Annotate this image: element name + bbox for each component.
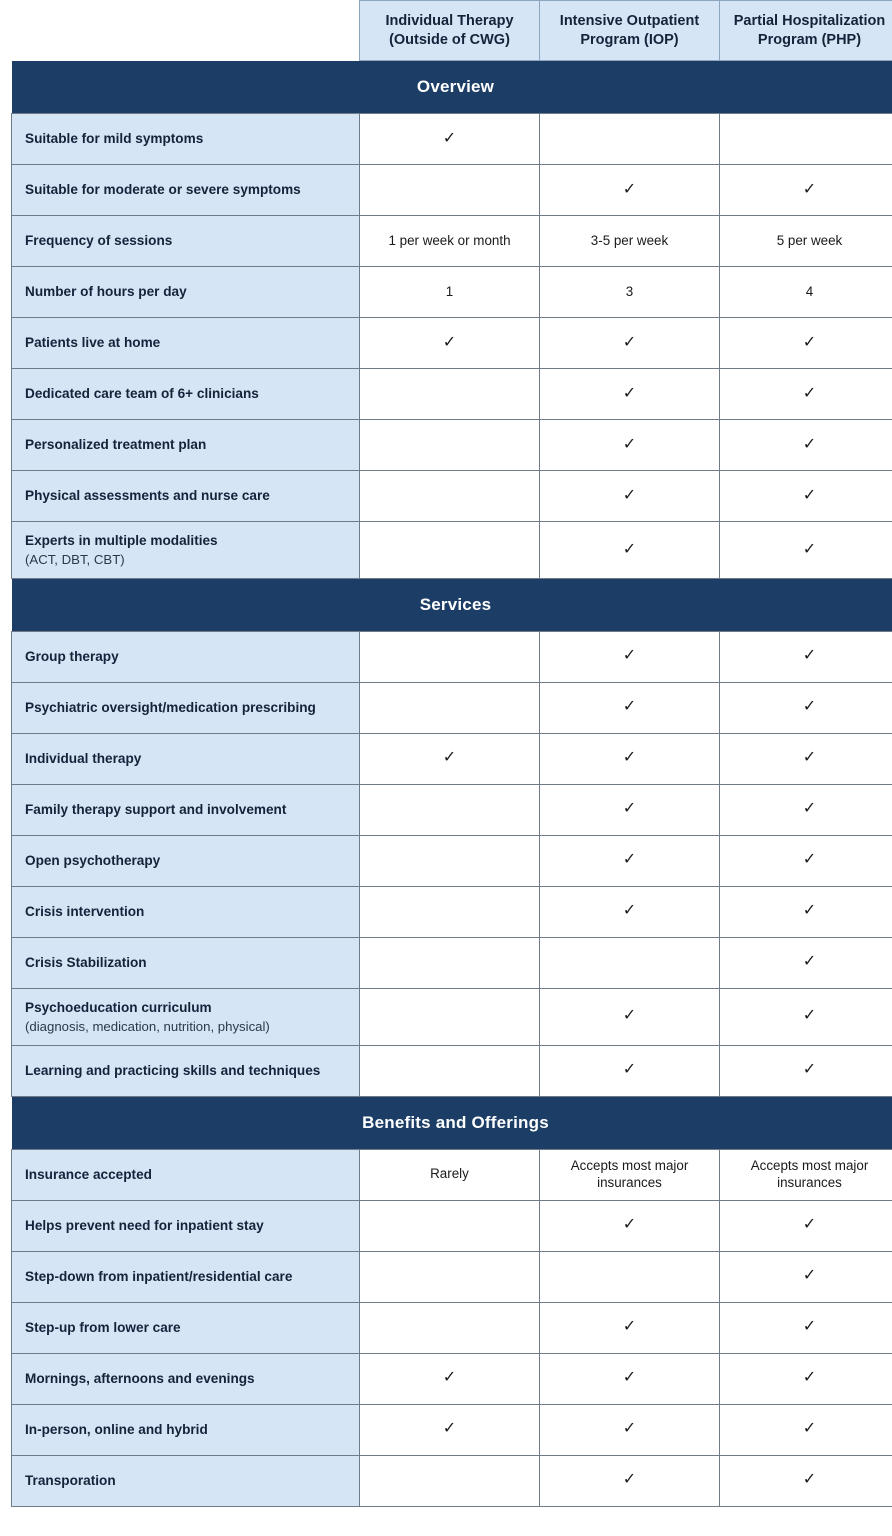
- row-label-text: Mornings, afternoons and evenings: [25, 1370, 255, 1386]
- check-icon: ✓: [622, 540, 637, 558]
- check-icon: ✓: [802, 647, 817, 665]
- row-label-text: Experts in multiple modalities: [25, 533, 218, 548]
- row-label-text: Number of hours per day: [25, 284, 187, 300]
- data-cell-php: [720, 318, 892, 369]
- data-cell-iop: [540, 522, 720, 579]
- row-label: [12, 937, 360, 988]
- check-icon: ✓: [442, 129, 457, 147]
- data-cell-php: [720, 937, 892, 988]
- row-label: [12, 522, 360, 579]
- row-label: [12, 267, 360, 318]
- check-icon: ✓: [622, 1216, 637, 1234]
- column-header-line2: Program (IOP): [580, 31, 679, 48]
- data-cell-php: [720, 631, 892, 682]
- data-cell-iop: [540, 114, 720, 165]
- header-corner-cell: [12, 1, 360, 61]
- section-header-row: [12, 61, 892, 114]
- check-icon: ✓: [622, 902, 637, 920]
- data-cell-individual: [360, 114, 540, 165]
- row-label-text: Crisis intervention: [25, 903, 145, 919]
- cell-value: 3-5 per week: [590, 232, 669, 248]
- data-cell-php: [720, 682, 892, 733]
- table-row: [12, 1404, 892, 1455]
- row-label: [12, 216, 360, 267]
- data-cell-iop: [540, 471, 720, 522]
- data-cell-individual: [360, 937, 540, 988]
- row-label: [12, 1149, 360, 1200]
- row-label-text: Physical assessments and nurse care: [25, 488, 270, 504]
- row-label-text: Transporation: [25, 1472, 116, 1488]
- row-label-text: Psychoeducation curriculum: [25, 999, 212, 1015]
- data-cell-individual: [360, 988, 540, 1045]
- row-label: [12, 784, 360, 835]
- check-icon: ✓: [622, 486, 637, 504]
- data-cell-php: [720, 1149, 892, 1200]
- cell-value: 1: [445, 283, 454, 299]
- check-icon: ✓: [802, 435, 817, 453]
- check-icon: ✓: [802, 333, 817, 351]
- data-cell-php: [720, 1200, 892, 1251]
- row-label: [12, 1200, 360, 1251]
- data-cell-individual: [360, 1045, 540, 1096]
- row-label: [12, 1302, 360, 1353]
- row-label-text: Family therapy support and involvement: [25, 801, 287, 817]
- table-row: [12, 733, 892, 784]
- check-icon: ✓: [622, 698, 637, 716]
- data-cell-php: [720, 835, 892, 886]
- data-cell-php: [720, 114, 892, 165]
- check-icon: ✓: [802, 1420, 817, 1438]
- data-cell-individual: [360, 1251, 540, 1302]
- cell-value: 3: [625, 283, 634, 299]
- column-header-line2: Program (PHP): [757, 31, 862, 48]
- data-cell-iop: [540, 1404, 720, 1455]
- data-cell-php: [720, 267, 892, 318]
- table-row: [12, 471, 892, 522]
- check-icon: ✓: [622, 1369, 637, 1387]
- data-cell-php: [720, 784, 892, 835]
- data-cell-individual: [360, 522, 540, 579]
- check-icon: ✓: [442, 749, 457, 767]
- data-cell-individual: [360, 1455, 540, 1506]
- table-row: [12, 114, 892, 165]
- row-label-text: Crisis Stabilization: [25, 954, 147, 970]
- row-label-text: Suitable for mild symptoms: [25, 131, 204, 147]
- row-label: [12, 988, 360, 1045]
- table-row: [12, 165, 892, 216]
- cell-value: 4: [805, 283, 814, 299]
- row-label-text: Helps prevent need for inpatient stay: [25, 1217, 264, 1233]
- check-icon: ✓: [802, 384, 817, 402]
- data-cell-php: [720, 1302, 892, 1353]
- data-cell-php: [720, 1404, 892, 1455]
- data-cell-iop: [540, 1149, 720, 1200]
- section-title-0: Overview: [12, 61, 892, 114]
- column-header-line1: Intensive Outpatient: [559, 13, 700, 30]
- table-row: [12, 988, 892, 1045]
- data-cell-individual: [360, 886, 540, 937]
- check-icon: ✓: [622, 851, 637, 869]
- table-row: [12, 216, 892, 267]
- check-icon: ✓: [622, 435, 637, 453]
- data-cell-php: [720, 733, 892, 784]
- data-cell-php: [720, 886, 892, 937]
- row-label: [12, 369, 360, 420]
- data-cell-individual: [360, 471, 540, 522]
- check-icon: ✓: [802, 540, 817, 558]
- row-sub-label: (diagnosis, medication, nutrition, physical): [25, 1018, 270, 1034]
- data-cell-iop: [540, 267, 720, 318]
- data-cell-iop: [540, 1455, 720, 1506]
- check-icon: ✓: [622, 1420, 637, 1438]
- check-icon: ✓: [622, 749, 637, 767]
- row-label-text: Psychiatric oversight/medication prescribing: [25, 699, 316, 715]
- data-cell-iop: [540, 369, 720, 420]
- check-icon: ✓: [442, 1420, 457, 1438]
- row-sub-label: (ACT, DBT, CBT): [25, 551, 125, 567]
- check-icon: ✓: [802, 800, 817, 818]
- data-cell-iop: [540, 1200, 720, 1251]
- table-row: [12, 682, 892, 733]
- row-label: [12, 1404, 360, 1455]
- check-icon: ✓: [622, 647, 637, 665]
- table-row: [12, 1251, 892, 1302]
- check-icon: ✓: [802, 902, 817, 920]
- row-label: [12, 318, 360, 369]
- data-cell-iop: [540, 886, 720, 937]
- data-cell-individual: [360, 1353, 540, 1404]
- table-row: [12, 835, 892, 886]
- cell-value: 1 per week or month: [388, 232, 511, 248]
- data-cell-iop: [540, 988, 720, 1045]
- check-icon: ✓: [802, 1061, 817, 1079]
- column-header-line1: Individual Therapy: [385, 13, 514, 30]
- check-icon: ✓: [802, 851, 817, 869]
- column-header-line2: (Outside of CWG): [389, 31, 510, 48]
- data-cell-iop: [540, 420, 720, 471]
- data-cell-individual: [360, 216, 540, 267]
- row-label-text: Step-up from lower care: [25, 1319, 181, 1335]
- row-label: [12, 1455, 360, 1506]
- data-cell-iop: [540, 835, 720, 886]
- row-label: [12, 114, 360, 165]
- data-cell-iop: [540, 165, 720, 216]
- row-label-text: Individual therapy: [25, 750, 142, 766]
- check-icon: ✓: [802, 1369, 817, 1387]
- table-row: [12, 886, 892, 937]
- data-cell-iop: [540, 784, 720, 835]
- data-cell-php: [720, 1455, 892, 1506]
- data-cell-individual: [360, 835, 540, 886]
- row-label-text: Dedicated care team of 6+ clinicians: [25, 386, 259, 402]
- column-header-php: [720, 1, 892, 61]
- table-row: [12, 369, 892, 420]
- row-label: [12, 1251, 360, 1302]
- table-row: [12, 522, 892, 579]
- check-icon: ✓: [622, 180, 637, 198]
- check-icon: ✓: [622, 1007, 637, 1025]
- table-row: [12, 784, 892, 835]
- row-label-text: Patients live at home: [25, 335, 161, 351]
- data-cell-iop: [540, 937, 720, 988]
- data-cell-php: [720, 369, 892, 420]
- check-icon: ✓: [802, 1471, 817, 1489]
- levels-of-care-comparison-table: [11, 0, 892, 1507]
- row-label-text: Group therapy: [25, 648, 119, 664]
- row-label-text: Personalized treatment plan: [25, 437, 207, 453]
- row-label-text: Suitable for moderate or severe symptoms: [25, 182, 301, 198]
- check-icon: ✓: [442, 333, 457, 351]
- cell-value: 5 per week: [776, 232, 843, 248]
- check-icon: ✓: [622, 1471, 637, 1489]
- table-row: [12, 420, 892, 471]
- row-label-text: Open psychotherapy: [25, 852, 161, 868]
- table-header-row: [12, 1, 892, 61]
- data-cell-php: [720, 1045, 892, 1096]
- data-cell-iop: [540, 1353, 720, 1404]
- check-icon: ✓: [802, 1007, 817, 1025]
- data-cell-php: [720, 165, 892, 216]
- check-icon: ✓: [622, 1061, 637, 1079]
- data-cell-individual: [360, 165, 540, 216]
- data-cell-individual: [360, 420, 540, 471]
- table-row: [12, 937, 892, 988]
- data-cell-individual: [360, 318, 540, 369]
- row-label: [12, 1353, 360, 1404]
- column-header-iop: [540, 1, 720, 61]
- data-cell-php: [720, 420, 892, 471]
- table-row: [12, 1200, 892, 1251]
- check-icon: ✓: [442, 1369, 457, 1387]
- data-cell-php: [720, 988, 892, 1045]
- data-cell-php: [720, 1353, 892, 1404]
- data-cell-iop: [540, 733, 720, 784]
- data-cell-individual: [360, 733, 540, 784]
- section-title-2: Benefits and Offerings: [12, 1096, 892, 1149]
- row-label: [12, 631, 360, 682]
- check-icon: ✓: [622, 384, 637, 402]
- row-label-text: Learning and practicing skills and techniques: [25, 1062, 321, 1078]
- column-header-individual: [360, 1, 540, 61]
- cell-value: Accepts most major insurances: [570, 1157, 689, 1190]
- table-row: [12, 1149, 892, 1200]
- data-cell-iop: [540, 216, 720, 267]
- section-header-row: [12, 578, 892, 631]
- column-header-line1: Partial Hospitalization: [733, 13, 886, 30]
- check-icon: ✓: [802, 1216, 817, 1234]
- data-cell-iop: [540, 1251, 720, 1302]
- data-cell-iop: [540, 1302, 720, 1353]
- table-row: [12, 1353, 892, 1404]
- data-cell-php: [720, 1251, 892, 1302]
- data-cell-individual: [360, 1149, 540, 1200]
- check-icon: ✓: [802, 486, 817, 504]
- data-cell-individual: [360, 267, 540, 318]
- row-label: [12, 471, 360, 522]
- row-label-text: In-person, online and hybrid: [25, 1421, 208, 1437]
- check-icon: ✓: [622, 333, 637, 351]
- table-row: [12, 1045, 892, 1096]
- check-icon: ✓: [802, 1267, 817, 1285]
- table-row: [12, 318, 892, 369]
- row-label: [12, 165, 360, 216]
- data-cell-individual: [360, 1302, 540, 1353]
- data-cell-individual: [360, 1404, 540, 1455]
- cell-value: Accepts most major insurances: [750, 1157, 869, 1190]
- check-icon: ✓: [802, 698, 817, 716]
- data-cell-individual: [360, 631, 540, 682]
- data-cell-php: [720, 216, 892, 267]
- table-row: [12, 1455, 892, 1506]
- data-cell-individual: [360, 369, 540, 420]
- check-icon: ✓: [622, 800, 637, 818]
- table-row: [12, 631, 892, 682]
- data-cell-individual: [360, 1200, 540, 1251]
- table-row: [12, 267, 892, 318]
- data-cell-iop: [540, 631, 720, 682]
- row-label: [12, 420, 360, 471]
- check-icon: ✓: [622, 1318, 637, 1336]
- data-cell-individual: [360, 784, 540, 835]
- row-label: [12, 835, 360, 886]
- row-label: [12, 886, 360, 937]
- data-cell-iop: [540, 682, 720, 733]
- data-cell-iop: [540, 318, 720, 369]
- section-title-1: Services: [12, 578, 892, 631]
- check-icon: ✓: [802, 953, 817, 971]
- row-label-text: Insurance accepted: [25, 1166, 152, 1182]
- row-label-text: Frequency of sessions: [25, 233, 173, 249]
- check-icon: ✓: [802, 180, 817, 198]
- row-label: [12, 682, 360, 733]
- data-cell-php: [720, 471, 892, 522]
- section-header-row: [12, 1096, 892, 1149]
- check-icon: ✓: [802, 749, 817, 767]
- data-cell-individual: [360, 682, 540, 733]
- table-row: [12, 1302, 892, 1353]
- row-label: [12, 1045, 360, 1096]
- row-label-text: Step-down from inpatient/residential care: [25, 1268, 293, 1284]
- row-label: [12, 733, 360, 784]
- check-icon: ✓: [802, 1318, 817, 1336]
- data-cell-iop: [540, 1045, 720, 1096]
- cell-value: Rarely: [430, 1166, 469, 1182]
- data-cell-php: [720, 522, 892, 579]
